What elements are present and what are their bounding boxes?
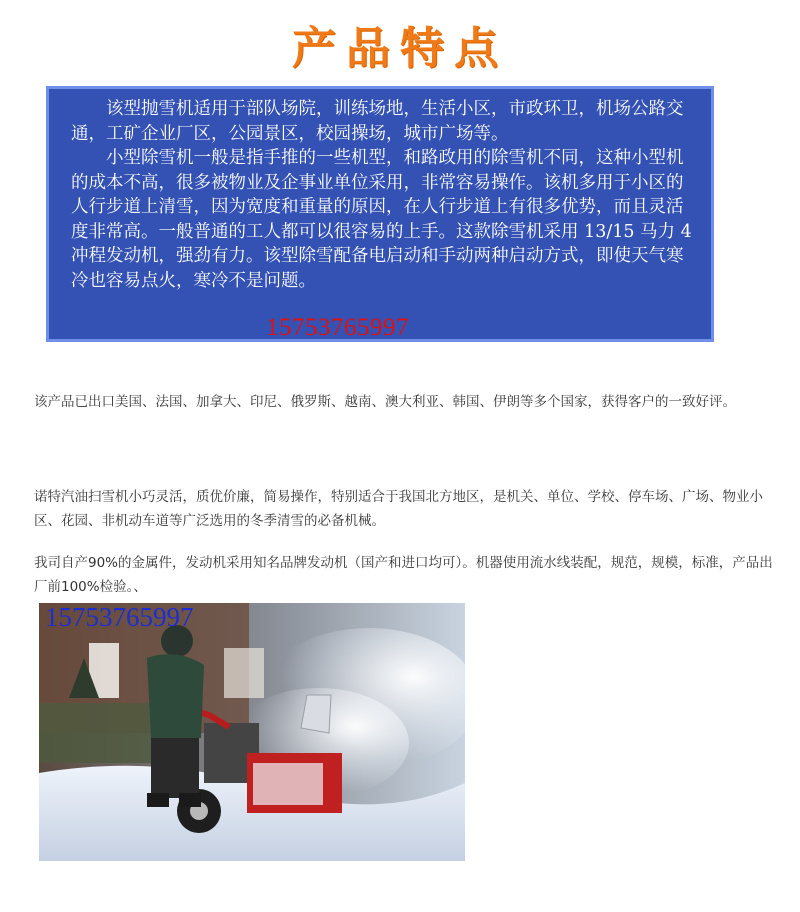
production-paragraph: 我司自产90%的金属件，发动机采用知名品牌发动机（国产和进口均可）。机器使用流水线装配，规范，规模，标准，产品出厂前100%检验。、	[34, 555, 773, 595]
intro-paragraph: 该型抛雪机适用于部队场院，训练场地，生活小区，市政环卫，机场公路交通，工矿企业厂区，公园景区，校园操场，城市广场等。	[71, 99, 684, 144]
intro-paragraph: 小型除雪机一般是指手推的一些机型，和路政用的除雪机不同，这种小型机的成本不高，很多被物业及企事业单位采用，非常容易操作。该机多用于小区的人行步道上清雪，因为宽度和重量的原因，在人行步道上有很多优势，而且灵活度非常高。一般普通的工人都可以很容易的上手。这款除雪机采用 13/15 马力 4 冲程发动机，强劲有力。该型除雪配备电启动和手动两种启动方式，即使天气寒冷也容易点火，寒冷不是问题。	[71, 148, 692, 291]
phone-watermark: 15753765997	[266, 314, 409, 341]
snow-blower-photo	[39, 603, 465, 861]
photo-phone-watermark: 15753765997	[45, 602, 194, 632]
features-paragraph: 诺特汽油扫雪机小巧灵活，质优价廉，简易操作，特别适合于我国北方地区，是机关、单位、学校、停车场、广场、物业小区、花园、非机动车道等广泛选用的冬季清雪的必备机械。	[34, 489, 763, 529]
intro-box	[46, 86, 714, 342]
export-paragraph: 该产品已出口美国、法国、加拿大、印尼、俄罗斯、越南、澳大利亚、韩国、伊朗等多个国家，获得客户的一致好评。	[34, 394, 736, 410]
section-title: 产品特点	[292, 23, 508, 74]
